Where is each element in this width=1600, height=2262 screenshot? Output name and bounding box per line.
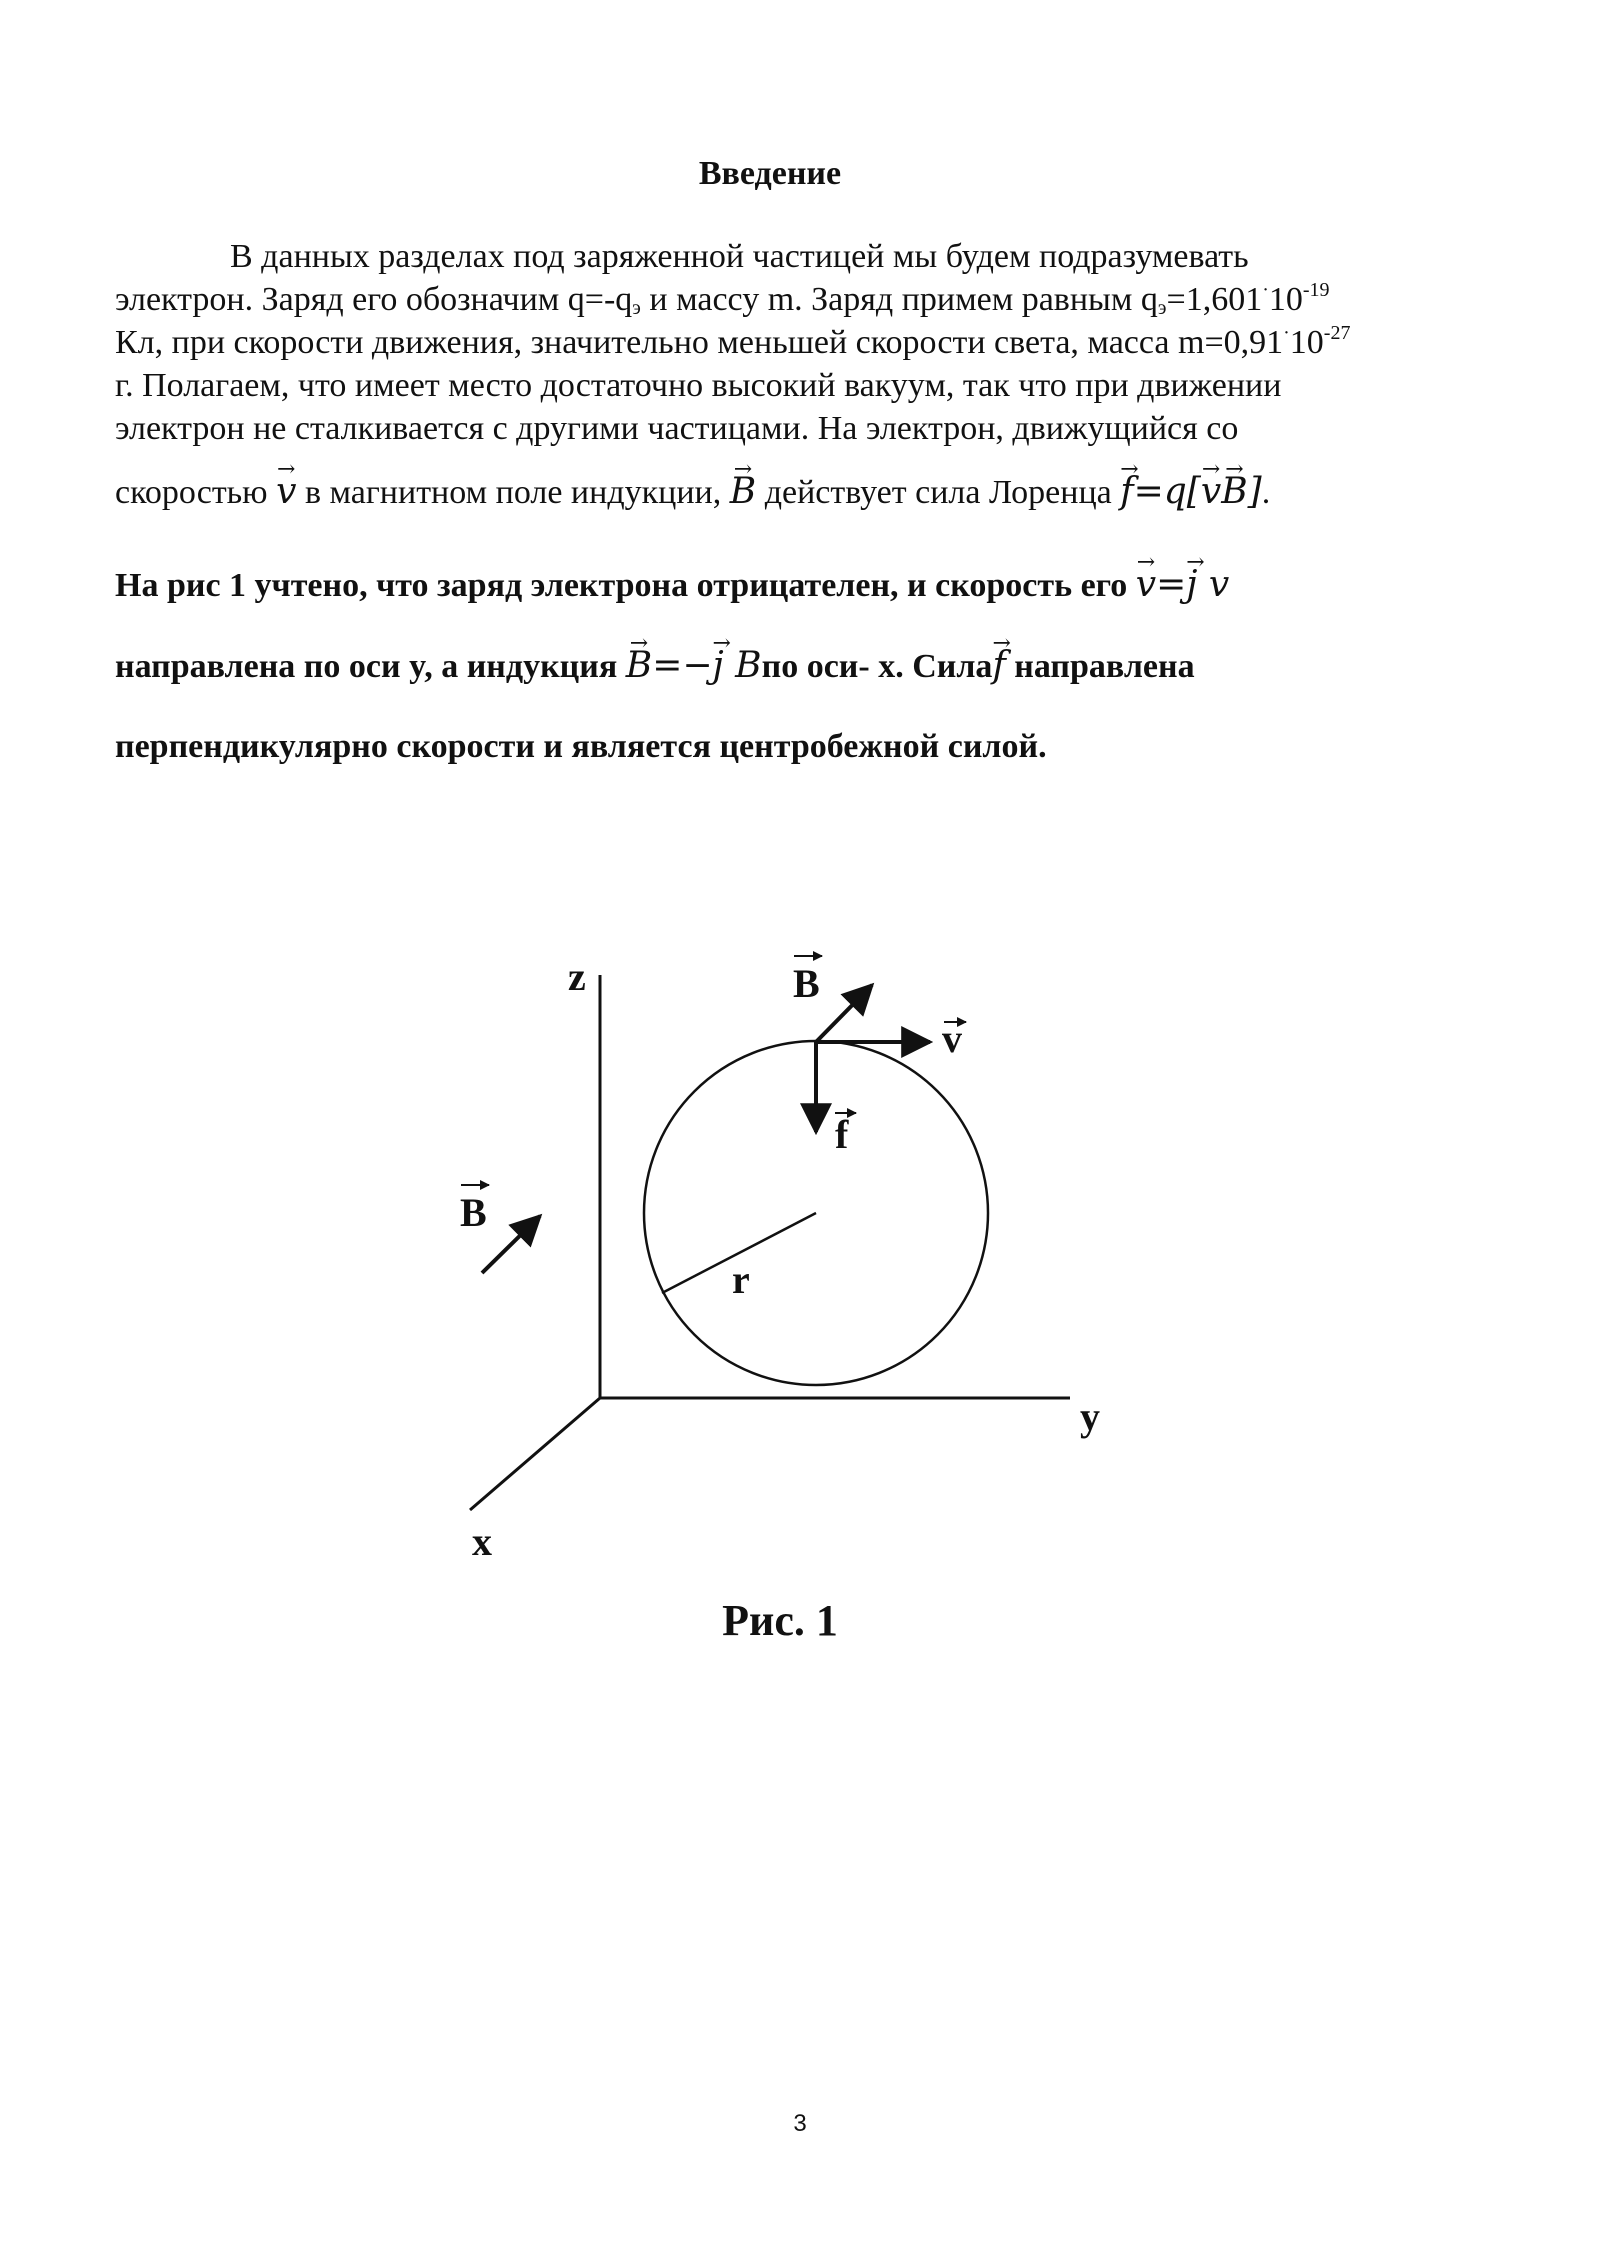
vector-B-left: [482, 1216, 540, 1273]
vector-B-top: [816, 985, 872, 1042]
label-f: f: [835, 1112, 849, 1157]
intro-line-6: скоростью → v в магнитном поле индукции, → B действует сила Лоренца → f=q[→ v→ B].: [115, 470, 1495, 514]
velocity-vector-symbol: → v: [276, 470, 296, 513]
label-v: v: [942, 1016, 962, 1061]
axis-y-label: y: [1080, 1394, 1100, 1439]
axis-x-label: x: [472, 1519, 492, 1564]
intro-line-2: электрон. Заряд его обозначим $q=-q_э$ и массу m. Заряд примем равным $q_э=1,601^\cdot 10^{-19}$: [115, 279, 1330, 319]
intro-line-3: Кл, при скорости движения, значительно меньшей скорости света, масса $m=0,91^\cdot 10^{-27}$: [115, 322, 1351, 361]
intro-line-4: г. Полагаем, что имеет место достаточно высокий вакуум, так что при движении: [115, 367, 1282, 404]
axis-z-label: z: [568, 954, 586, 999]
label-B-left: B: [460, 1190, 487, 1235]
bold-line-3: перпендикулярно скорости и является центробежной силой.: [115, 728, 1047, 765]
induction-vector-symbol: → B: [730, 470, 756, 513]
x-axis: [470, 1398, 600, 1510]
intro-line-1: В данных разделах под заряженной частицей мы будем подразумевать: [230, 238, 1249, 275]
page-number: 3: [793, 2110, 807, 2137]
label-B-top: B: [793, 961, 820, 1006]
bold-line-1: На рис 1 учтено, что заряд электрона отрицателен, и скорость его → v=→ j v: [115, 545, 1495, 626]
figure-caption: Рис. 1: [722, 1596, 838, 1645]
force-vector-symbol: → f: [1120, 470, 1133, 513]
intro-line-5: электрон не сталкивается с другими частицами. На электрон, движущийся со: [115, 410, 1239, 447]
bold-line-2: направлена по оси y, а индукция → B=−→ j Bпо оси- x. Сила→ f направлена: [115, 626, 1495, 707]
page-title: Введение: [698, 155, 842, 192]
radius-label: r: [732, 1257, 750, 1302]
